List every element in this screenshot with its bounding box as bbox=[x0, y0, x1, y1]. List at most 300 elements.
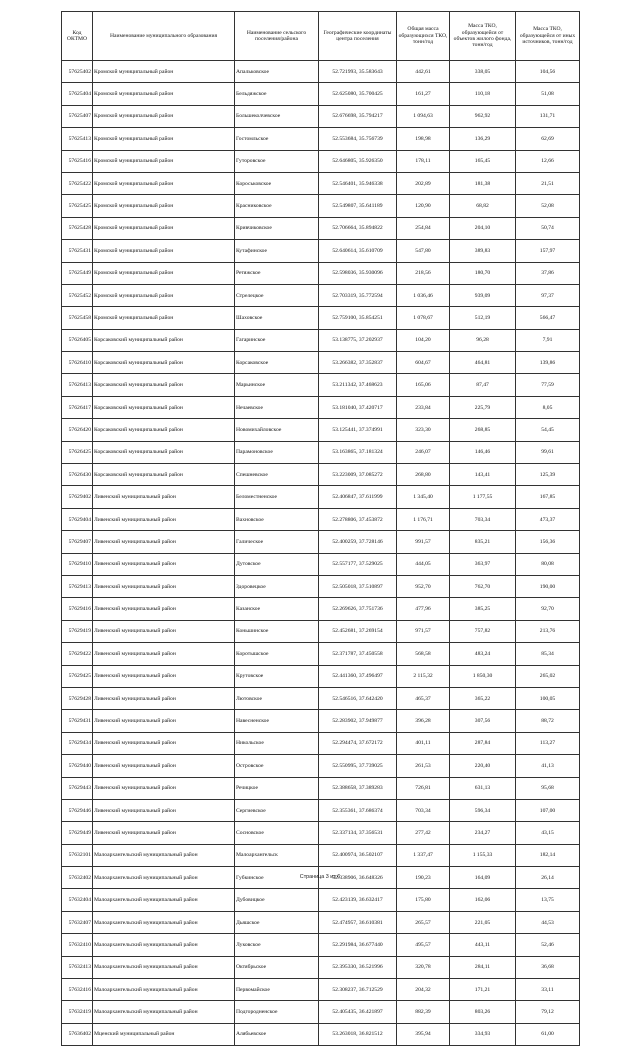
table-row bbox=[62, 374, 580, 396]
cell-oktmo: 57625416 bbox=[62, 150, 93, 172]
cell-total-mass: 604,67 bbox=[397, 352, 450, 374]
cell-municipality: Ливенский муниципальный район bbox=[93, 508, 235, 530]
cell-settlement: Кривчиковское bbox=[235, 217, 319, 239]
cell-living-mass: 165,45 bbox=[450, 150, 516, 172]
cell-living-mass: 204,10 bbox=[450, 217, 516, 239]
cell-coordinates: 52.721993, 35.583643 bbox=[319, 61, 397, 83]
cell-settlement: Здоровецкое bbox=[235, 575, 319, 597]
cell-total-mass: 477,96 bbox=[397, 598, 450, 620]
cell-oktmo: 57625407 bbox=[62, 105, 93, 127]
cell-total-mass: 1 094,63 bbox=[397, 105, 450, 127]
cell-coordinates: 52.546516, 37.642420 bbox=[319, 687, 397, 709]
cell-oktmo: 57636402 bbox=[62, 1023, 93, 1045]
cell-living-mass: 181,38 bbox=[450, 172, 516, 194]
cell-living-mass: 338,05 bbox=[450, 61, 516, 83]
cell-total-mass: 1 337,47 bbox=[397, 844, 450, 866]
table-row bbox=[62, 956, 580, 978]
cell-municipality: Ливенский муниципальный район bbox=[93, 777, 235, 799]
table-row bbox=[62, 665, 580, 687]
cell-coordinates: 52.505018, 37.510897 bbox=[319, 575, 397, 597]
cell-settlement: Большеколчевское bbox=[235, 105, 319, 127]
table-row bbox=[62, 620, 580, 642]
cell-coordinates: 52.294474, 37.672172 bbox=[319, 732, 397, 754]
cell-municipality: Ливенский муниципальный район bbox=[93, 822, 235, 844]
cell-settlement: Кутафинское bbox=[235, 240, 319, 262]
cell-oktmo: 57625452 bbox=[62, 284, 93, 306]
table-row bbox=[62, 508, 580, 530]
cell-other-mass: 26,14 bbox=[516, 867, 580, 889]
cell-municipality: Ливенский муниципальный район bbox=[93, 598, 235, 620]
cell-settlement: Корсаковское bbox=[235, 352, 319, 374]
cell-other-mass: 54,45 bbox=[516, 419, 580, 441]
cell-oktmo: 57632407 bbox=[62, 911, 93, 933]
cell-settlement: Речицкое bbox=[235, 777, 319, 799]
cell-living-mass: 162,06 bbox=[450, 889, 516, 911]
cell-other-mass: 157,97 bbox=[516, 240, 580, 262]
table-row bbox=[62, 419, 580, 441]
cell-coordinates: 52.703319, 35.772594 bbox=[319, 284, 397, 306]
cell-coordinates: 53.138775, 37.202937 bbox=[319, 329, 397, 351]
cell-coordinates: 52.452681, 37.269154 bbox=[319, 620, 397, 642]
cell-other-mass: 44,53 bbox=[516, 911, 580, 933]
cell-other-mass: 182,14 bbox=[516, 844, 580, 866]
cell-oktmo: 57629449 bbox=[62, 822, 93, 844]
cell-other-mass: 85,34 bbox=[516, 643, 580, 665]
cell-total-mass: 1 078,67 bbox=[397, 307, 450, 329]
cell-total-mass: 233,84 bbox=[397, 396, 450, 418]
cell-settlement: Губкинское bbox=[235, 867, 319, 889]
cell-settlement: Ретяжское bbox=[235, 262, 319, 284]
cell-oktmo: 57629428 bbox=[62, 687, 93, 709]
cell-total-mass: 175,80 bbox=[397, 889, 450, 911]
cell-municipality: Кромской муниципальный район bbox=[93, 83, 235, 105]
cell-oktmo: 57625422 bbox=[62, 172, 93, 194]
cell-municipality: Ливенский муниципальный район bbox=[93, 620, 235, 642]
cell-oktmo: 57625428 bbox=[62, 217, 93, 239]
cell-other-mass: 92,70 bbox=[516, 598, 580, 620]
cell-other-mass: 62,69 bbox=[516, 128, 580, 150]
cell-living-mass: 512,19 bbox=[450, 307, 516, 329]
cell-other-mass: 156,36 bbox=[516, 531, 580, 553]
table-row bbox=[62, 979, 580, 1001]
cell-municipality: Ливенский муниципальный район bbox=[93, 665, 235, 687]
cell-settlement: Казанское bbox=[235, 598, 319, 620]
table-row bbox=[62, 755, 580, 777]
cell-settlement: Коньшинское bbox=[235, 620, 319, 642]
cell-living-mass: 385,25 bbox=[450, 598, 516, 620]
cell-other-mass: 33,11 bbox=[516, 979, 580, 1001]
cell-coordinates: 52.400974, 36.502107 bbox=[319, 844, 397, 866]
table-row bbox=[62, 464, 580, 486]
cell-living-mass: 146,46 bbox=[450, 441, 516, 463]
cell-total-mass: 246,07 bbox=[397, 441, 450, 463]
cell-coordinates: 52.283902, 37.949877 bbox=[319, 710, 397, 732]
cell-municipality: Ливенский муниципальный район bbox=[93, 687, 235, 709]
cell-total-mass: 991,57 bbox=[397, 531, 450, 553]
cell-oktmo: 57626417 bbox=[62, 396, 93, 418]
cell-total-mass: 323,30 bbox=[397, 419, 450, 441]
cell-oktmo: 57632413 bbox=[62, 956, 93, 978]
cell-municipality: Кромской муниципальный район bbox=[93, 150, 235, 172]
cell-oktmo: 57625431 bbox=[62, 240, 93, 262]
cell-oktmo: 57629422 bbox=[62, 643, 93, 665]
cell-other-mass: 131,71 bbox=[516, 105, 580, 127]
cell-other-mass: 190,00 bbox=[516, 575, 580, 597]
cell-total-mass: 396,28 bbox=[397, 710, 450, 732]
cell-living-mass: 363,97 bbox=[450, 553, 516, 575]
cell-settlement: Дубовицкое bbox=[235, 889, 319, 911]
cell-settlement: Никольское bbox=[235, 732, 319, 754]
cell-total-mass: 120,90 bbox=[397, 195, 450, 217]
cell-living-mass: 483,24 bbox=[450, 643, 516, 665]
cell-living-mass: 443,11 bbox=[450, 934, 516, 956]
cell-coordinates: 52.676698, 35.794217 bbox=[319, 105, 397, 127]
cell-settlement: Красниковское bbox=[235, 195, 319, 217]
page-number: Страница 3 из 6 bbox=[299, 874, 341, 880]
cell-total-mass: 254,84 bbox=[397, 217, 450, 239]
cell-coordinates: 52.338906, 36.648326 bbox=[319, 867, 397, 889]
cell-oktmo: 57629416 bbox=[62, 598, 93, 620]
cell-coordinates: 52.598036, 35.930096 bbox=[319, 262, 397, 284]
cell-living-mass: 284,11 bbox=[450, 956, 516, 978]
cell-other-mass: 99,61 bbox=[516, 441, 580, 463]
cell-total-mass: 971,57 bbox=[397, 620, 450, 642]
cell-other-mass: 104,56 bbox=[516, 61, 580, 83]
cell-other-mass: 52,08 bbox=[516, 195, 580, 217]
cell-settlement: Дутовское bbox=[235, 553, 319, 575]
cell-oktmo: 57629446 bbox=[62, 799, 93, 821]
table-row bbox=[62, 531, 580, 553]
cell-other-mass: 61,00 bbox=[516, 1023, 580, 1045]
table-row bbox=[62, 598, 580, 620]
cell-other-mass: 566,47 bbox=[516, 307, 580, 329]
cell-municipality: Малоархангельский муниципальный район bbox=[93, 867, 235, 889]
cell-municipality: Корсаковский муниципальный район bbox=[93, 329, 235, 351]
cell-coordinates: 52.759100, 35.854251 bbox=[319, 307, 397, 329]
cell-living-mass: 221,05 bbox=[450, 911, 516, 933]
cell-settlement: Стрелецкое bbox=[235, 284, 319, 306]
cell-settlement: Гагаринское bbox=[235, 329, 319, 351]
cell-living-mass: 757,82 bbox=[450, 620, 516, 642]
cell-living-mass: 268,85 bbox=[450, 419, 516, 441]
cell-total-mass: 465,37 bbox=[397, 687, 450, 709]
table-row bbox=[62, 150, 580, 172]
cell-oktmo: 57629425 bbox=[62, 665, 93, 687]
cell-total-mass: 204,32 bbox=[397, 979, 450, 1001]
cell-other-mass: 43,15 bbox=[516, 822, 580, 844]
cell-coordinates: 52.355361, 37.686374 bbox=[319, 799, 397, 821]
cell-oktmo: 57629440 bbox=[62, 755, 93, 777]
cell-settlement: Беломестненское bbox=[235, 486, 319, 508]
cell-other-mass: 12,66 bbox=[516, 150, 580, 172]
cell-oktmo: 57629419 bbox=[62, 620, 93, 642]
cell-municipality: Ливенский муниципальный район bbox=[93, 643, 235, 665]
table-row bbox=[62, 575, 580, 597]
table-row bbox=[62, 732, 580, 754]
cell-municipality: Кромской муниципальный район bbox=[93, 195, 235, 217]
cell-total-mass: 401,11 bbox=[397, 732, 450, 754]
cell-living-mass: 464,81 bbox=[450, 352, 516, 374]
cell-coordinates: 52.400259, 37.728146 bbox=[319, 531, 397, 553]
cell-oktmo: 57626410 bbox=[62, 352, 93, 374]
cell-settlement: Навесненское bbox=[235, 710, 319, 732]
table-row bbox=[62, 352, 580, 374]
cell-municipality: Кромской муниципальный район bbox=[93, 217, 235, 239]
cell-coordinates: 52.405435, 36.421897 bbox=[319, 1001, 397, 1023]
cell-other-mass: 167,85 bbox=[516, 486, 580, 508]
cell-municipality: Малоархангельский муниципальный район bbox=[93, 1001, 235, 1023]
cell-oktmo: 57625458 bbox=[62, 307, 93, 329]
cell-municipality: Кромской муниципальный район bbox=[93, 307, 235, 329]
table-row bbox=[62, 844, 580, 866]
cell-settlement: Алябьевское bbox=[235, 1023, 319, 1045]
table-row bbox=[62, 105, 580, 127]
cell-coordinates: 52.646805, 35.926350 bbox=[319, 150, 397, 172]
cell-total-mass: 261,53 bbox=[397, 755, 450, 777]
cell-total-mass: 165,06 bbox=[397, 374, 450, 396]
cell-living-mass: 225,79 bbox=[450, 396, 516, 418]
cell-coordinates: 52.553684, 35.756739 bbox=[319, 128, 397, 150]
cell-oktmo: 57632416 bbox=[62, 979, 93, 1001]
table-row bbox=[62, 128, 580, 150]
cell-settlement: Бельдяжское bbox=[235, 83, 319, 105]
cell-total-mass: 882,39 bbox=[397, 1001, 450, 1023]
cell-municipality: Малоархангельский муниципальный район bbox=[93, 934, 235, 956]
cell-total-mass: 178,11 bbox=[397, 150, 450, 172]
cell-total-mass: 104,20 bbox=[397, 329, 450, 351]
cell-coordinates: 52.278806, 37.453872 bbox=[319, 508, 397, 530]
cell-other-mass: 21,51 bbox=[516, 172, 580, 194]
cell-settlement: Малоархангельск bbox=[235, 844, 319, 866]
cell-coordinates: 52.706664, 35.894822 bbox=[319, 217, 397, 239]
table-row bbox=[62, 217, 580, 239]
header-total-mass: Общая масса образующихся ТКО, тонн/год bbox=[397, 12, 450, 61]
cell-other-mass: 473,37 bbox=[516, 508, 580, 530]
cell-municipality: Ливенский муниципальный район bbox=[93, 531, 235, 553]
cell-coordinates: 53.263018, 36.821512 bbox=[319, 1023, 397, 1045]
cell-coordinates: 53.125441, 37.374991 bbox=[319, 419, 397, 441]
cell-living-mass: 287,84 bbox=[450, 732, 516, 754]
table-row bbox=[62, 195, 580, 217]
cell-total-mass: 726,81 bbox=[397, 777, 450, 799]
cell-settlement: Спешневское bbox=[235, 464, 319, 486]
cell-oktmo: 57632404 bbox=[62, 889, 93, 911]
cell-total-mass: 703,34 bbox=[397, 799, 450, 821]
cell-total-mass: 268,80 bbox=[397, 464, 450, 486]
table-row bbox=[62, 486, 580, 508]
cell-municipality: Корсаковский муниципальный район bbox=[93, 352, 235, 374]
cell-settlement: Сергиевское bbox=[235, 799, 319, 821]
cell-living-mass: 307,56 bbox=[450, 710, 516, 732]
cell-other-mass: 41,13 bbox=[516, 755, 580, 777]
cell-other-mass: 95,68 bbox=[516, 777, 580, 799]
cell-living-mass: 703,34 bbox=[450, 508, 516, 530]
cell-other-mass: 125,39 bbox=[516, 464, 580, 486]
cell-settlement: Лютовское bbox=[235, 687, 319, 709]
waste-data-table bbox=[61, 11, 580, 1046]
cell-coordinates: 52.557177, 37.529025 bbox=[319, 553, 397, 575]
cell-living-mass: 110,18 bbox=[450, 83, 516, 105]
table-row bbox=[62, 61, 580, 83]
cell-other-mass: 80,08 bbox=[516, 553, 580, 575]
cell-coordinates: 53.266382, 37.352837 bbox=[319, 352, 397, 374]
cell-other-mass: 13,75 bbox=[516, 889, 580, 911]
table-row bbox=[62, 934, 580, 956]
cell-oktmo: 57626425 bbox=[62, 441, 93, 463]
cell-total-mass: 444,05 bbox=[397, 553, 450, 575]
cell-oktmo: 57626405 bbox=[62, 329, 93, 351]
cell-other-mass: 79,12 bbox=[516, 1001, 580, 1023]
cell-settlement: Гостомльское bbox=[235, 128, 319, 150]
cell-other-mass: 50,74 bbox=[516, 217, 580, 239]
cell-municipality: Малоархангельский муниципальный район bbox=[93, 844, 235, 866]
cell-oktmo: 57629407 bbox=[62, 531, 93, 553]
cell-coordinates: 52.640614, 35.610709 bbox=[319, 240, 397, 262]
cell-total-mass: 1 036,46 bbox=[397, 284, 450, 306]
cell-coordinates: 52.423139, 36.632417 bbox=[319, 889, 397, 911]
cell-living-mass: 762,70 bbox=[450, 575, 516, 597]
cell-municipality: Корсаковский муниципальный район bbox=[93, 374, 235, 396]
cell-other-mass: 88,72 bbox=[516, 710, 580, 732]
cell-living-mass: 334,93 bbox=[450, 1023, 516, 1045]
cell-oktmo: 57632101 bbox=[62, 844, 93, 866]
table-row bbox=[62, 1001, 580, 1023]
header-living-mass: Масса ТКО, образующейся от объектов жилого фонда, тонн/год bbox=[450, 12, 516, 61]
cell-oktmo: 57629431 bbox=[62, 710, 93, 732]
cell-settlement: Гуторовское bbox=[235, 150, 319, 172]
table-row bbox=[62, 889, 580, 911]
cell-coordinates: 52.625080, 35.700425 bbox=[319, 83, 397, 105]
cell-oktmo: 57625449 bbox=[62, 262, 93, 284]
cell-settlement: Апальковское bbox=[235, 61, 319, 83]
cell-municipality: Ливенский муниципальный район bbox=[93, 553, 235, 575]
cell-total-mass: 320,78 bbox=[397, 956, 450, 978]
cell-other-mass: 113,27 bbox=[516, 732, 580, 754]
table-row bbox=[62, 83, 580, 105]
cell-living-mass: 164,09 bbox=[450, 867, 516, 889]
cell-coordinates: 52.388658, 37.389283 bbox=[319, 777, 397, 799]
cell-municipality: Ливенский муниципальный район bbox=[93, 710, 235, 732]
table-row bbox=[62, 643, 580, 665]
header-municipality: Наименование муниципального образования bbox=[93, 12, 235, 61]
cell-other-mass: 36,68 bbox=[516, 956, 580, 978]
header-oktmo: Код ОКТМО bbox=[62, 12, 93, 61]
table-row bbox=[62, 822, 580, 844]
cell-other-mass: 97,37 bbox=[516, 284, 580, 306]
cell-living-mass: 365,22 bbox=[450, 687, 516, 709]
cell-oktmo: 57626430 bbox=[62, 464, 93, 486]
cell-total-mass: 442,61 bbox=[397, 61, 450, 83]
cell-living-mass: 87,47 bbox=[450, 374, 516, 396]
header-settlement: Наименование сельского поселения/района bbox=[235, 12, 319, 61]
cell-total-mass: 161,27 bbox=[397, 83, 450, 105]
table-row bbox=[62, 307, 580, 329]
cell-living-mass: 631,13 bbox=[450, 777, 516, 799]
cell-municipality: Малоархангельский муниципальный район bbox=[93, 979, 235, 1001]
cell-coordinates: 52.371787, 37.450558 bbox=[319, 643, 397, 665]
cell-oktmo: 57629443 bbox=[62, 777, 93, 799]
cell-total-mass: 547,80 bbox=[397, 240, 450, 262]
cell-oktmo: 57629413 bbox=[62, 575, 93, 597]
cell-other-mass: 77,59 bbox=[516, 374, 580, 396]
cell-total-mass: 395,94 bbox=[397, 1023, 450, 1045]
cell-living-mass: 220,40 bbox=[450, 755, 516, 777]
cell-oktmo: 57632402 bbox=[62, 867, 93, 889]
table-row bbox=[62, 284, 580, 306]
cell-coordinates: 52.550995, 37.739025 bbox=[319, 755, 397, 777]
table-row bbox=[62, 329, 580, 351]
cell-settlement: Шаховское bbox=[235, 307, 319, 329]
cell-living-mass: 68,82 bbox=[450, 195, 516, 217]
cell-living-mass: 143,41 bbox=[450, 464, 516, 486]
table-row bbox=[62, 240, 580, 262]
cell-living-mass: 596,34 bbox=[450, 799, 516, 821]
cell-living-mass: 171,21 bbox=[450, 979, 516, 1001]
cell-other-mass: 52,46 bbox=[516, 934, 580, 956]
cell-total-mass: 198,98 bbox=[397, 128, 450, 150]
header-coordinates: Географические координаты центра поселения bbox=[319, 12, 397, 61]
cell-municipality: Кромской муниципальный район bbox=[93, 240, 235, 262]
cell-oktmo: 57632419 bbox=[62, 1001, 93, 1023]
cell-total-mass: 190,23 bbox=[397, 867, 450, 889]
cell-municipality: Корсаковский муниципальный район bbox=[93, 441, 235, 463]
cell-municipality: Ливенский муниципальный район bbox=[93, 486, 235, 508]
cell-municipality: Корсаковский муниципальный район bbox=[93, 419, 235, 441]
cell-other-mass: 37,86 bbox=[516, 262, 580, 284]
cell-coordinates: 52.546401, 35.946338 bbox=[319, 172, 397, 194]
cell-municipality: Кромской муниципальный район bbox=[93, 172, 235, 194]
table-row bbox=[62, 911, 580, 933]
cell-living-mass: 939,09 bbox=[450, 284, 516, 306]
cell-coordinates: 52.337134, 37.356531 bbox=[319, 822, 397, 844]
cell-coordinates: 53.223009, 37.085272 bbox=[319, 464, 397, 486]
cell-living-mass: 136,29 bbox=[450, 128, 516, 150]
cell-coordinates: 52.474957, 36.610381 bbox=[319, 911, 397, 933]
cell-settlement: Луковское bbox=[235, 934, 319, 956]
cell-other-mass: 100,05 bbox=[516, 687, 580, 709]
cell-settlement: Крутовское bbox=[235, 665, 319, 687]
cell-living-mass: 180,70 bbox=[450, 262, 516, 284]
cell-coordinates: 52.395330, 36.521996 bbox=[319, 956, 397, 978]
cell-living-mass: 1 850,30 bbox=[450, 665, 516, 687]
cell-living-mass: 1 155,33 bbox=[450, 844, 516, 866]
cell-settlement: Октябрьское bbox=[235, 956, 319, 978]
cell-oktmo: 57629404 bbox=[62, 508, 93, 530]
cell-settlement: Галическое bbox=[235, 531, 319, 553]
cell-total-mass: 218,56 bbox=[397, 262, 450, 284]
cell-municipality: Кромской муниципальный район bbox=[93, 61, 235, 83]
table-row bbox=[62, 172, 580, 194]
cell-living-mass: 1 177,55 bbox=[450, 486, 516, 508]
cell-total-mass: 202,89 bbox=[397, 172, 450, 194]
cell-municipality: Мценский муниципальный район bbox=[93, 1023, 235, 1045]
cell-other-mass: 265,02 bbox=[516, 665, 580, 687]
table-row bbox=[62, 777, 580, 799]
cell-municipality: Малоархангельский муниципальный район bbox=[93, 911, 235, 933]
cell-settlement: Подгородненское bbox=[235, 1001, 319, 1023]
table-row bbox=[62, 687, 580, 709]
table-row bbox=[62, 441, 580, 463]
table-row bbox=[62, 710, 580, 732]
cell-other-mass: 7,91 bbox=[516, 329, 580, 351]
cell-settlement: Парамоновское bbox=[235, 441, 319, 463]
cell-coordinates: 52.269626, 37.751736 bbox=[319, 598, 397, 620]
cell-coordinates: 52.441360, 37.496497 bbox=[319, 665, 397, 687]
cell-municipality: Малоархангельский муниципальный район bbox=[93, 956, 235, 978]
cell-living-mass: 234,27 bbox=[450, 822, 516, 844]
cell-municipality: Ливенский муниципальный район bbox=[93, 799, 235, 821]
cell-other-mass: 8,05 bbox=[516, 396, 580, 418]
